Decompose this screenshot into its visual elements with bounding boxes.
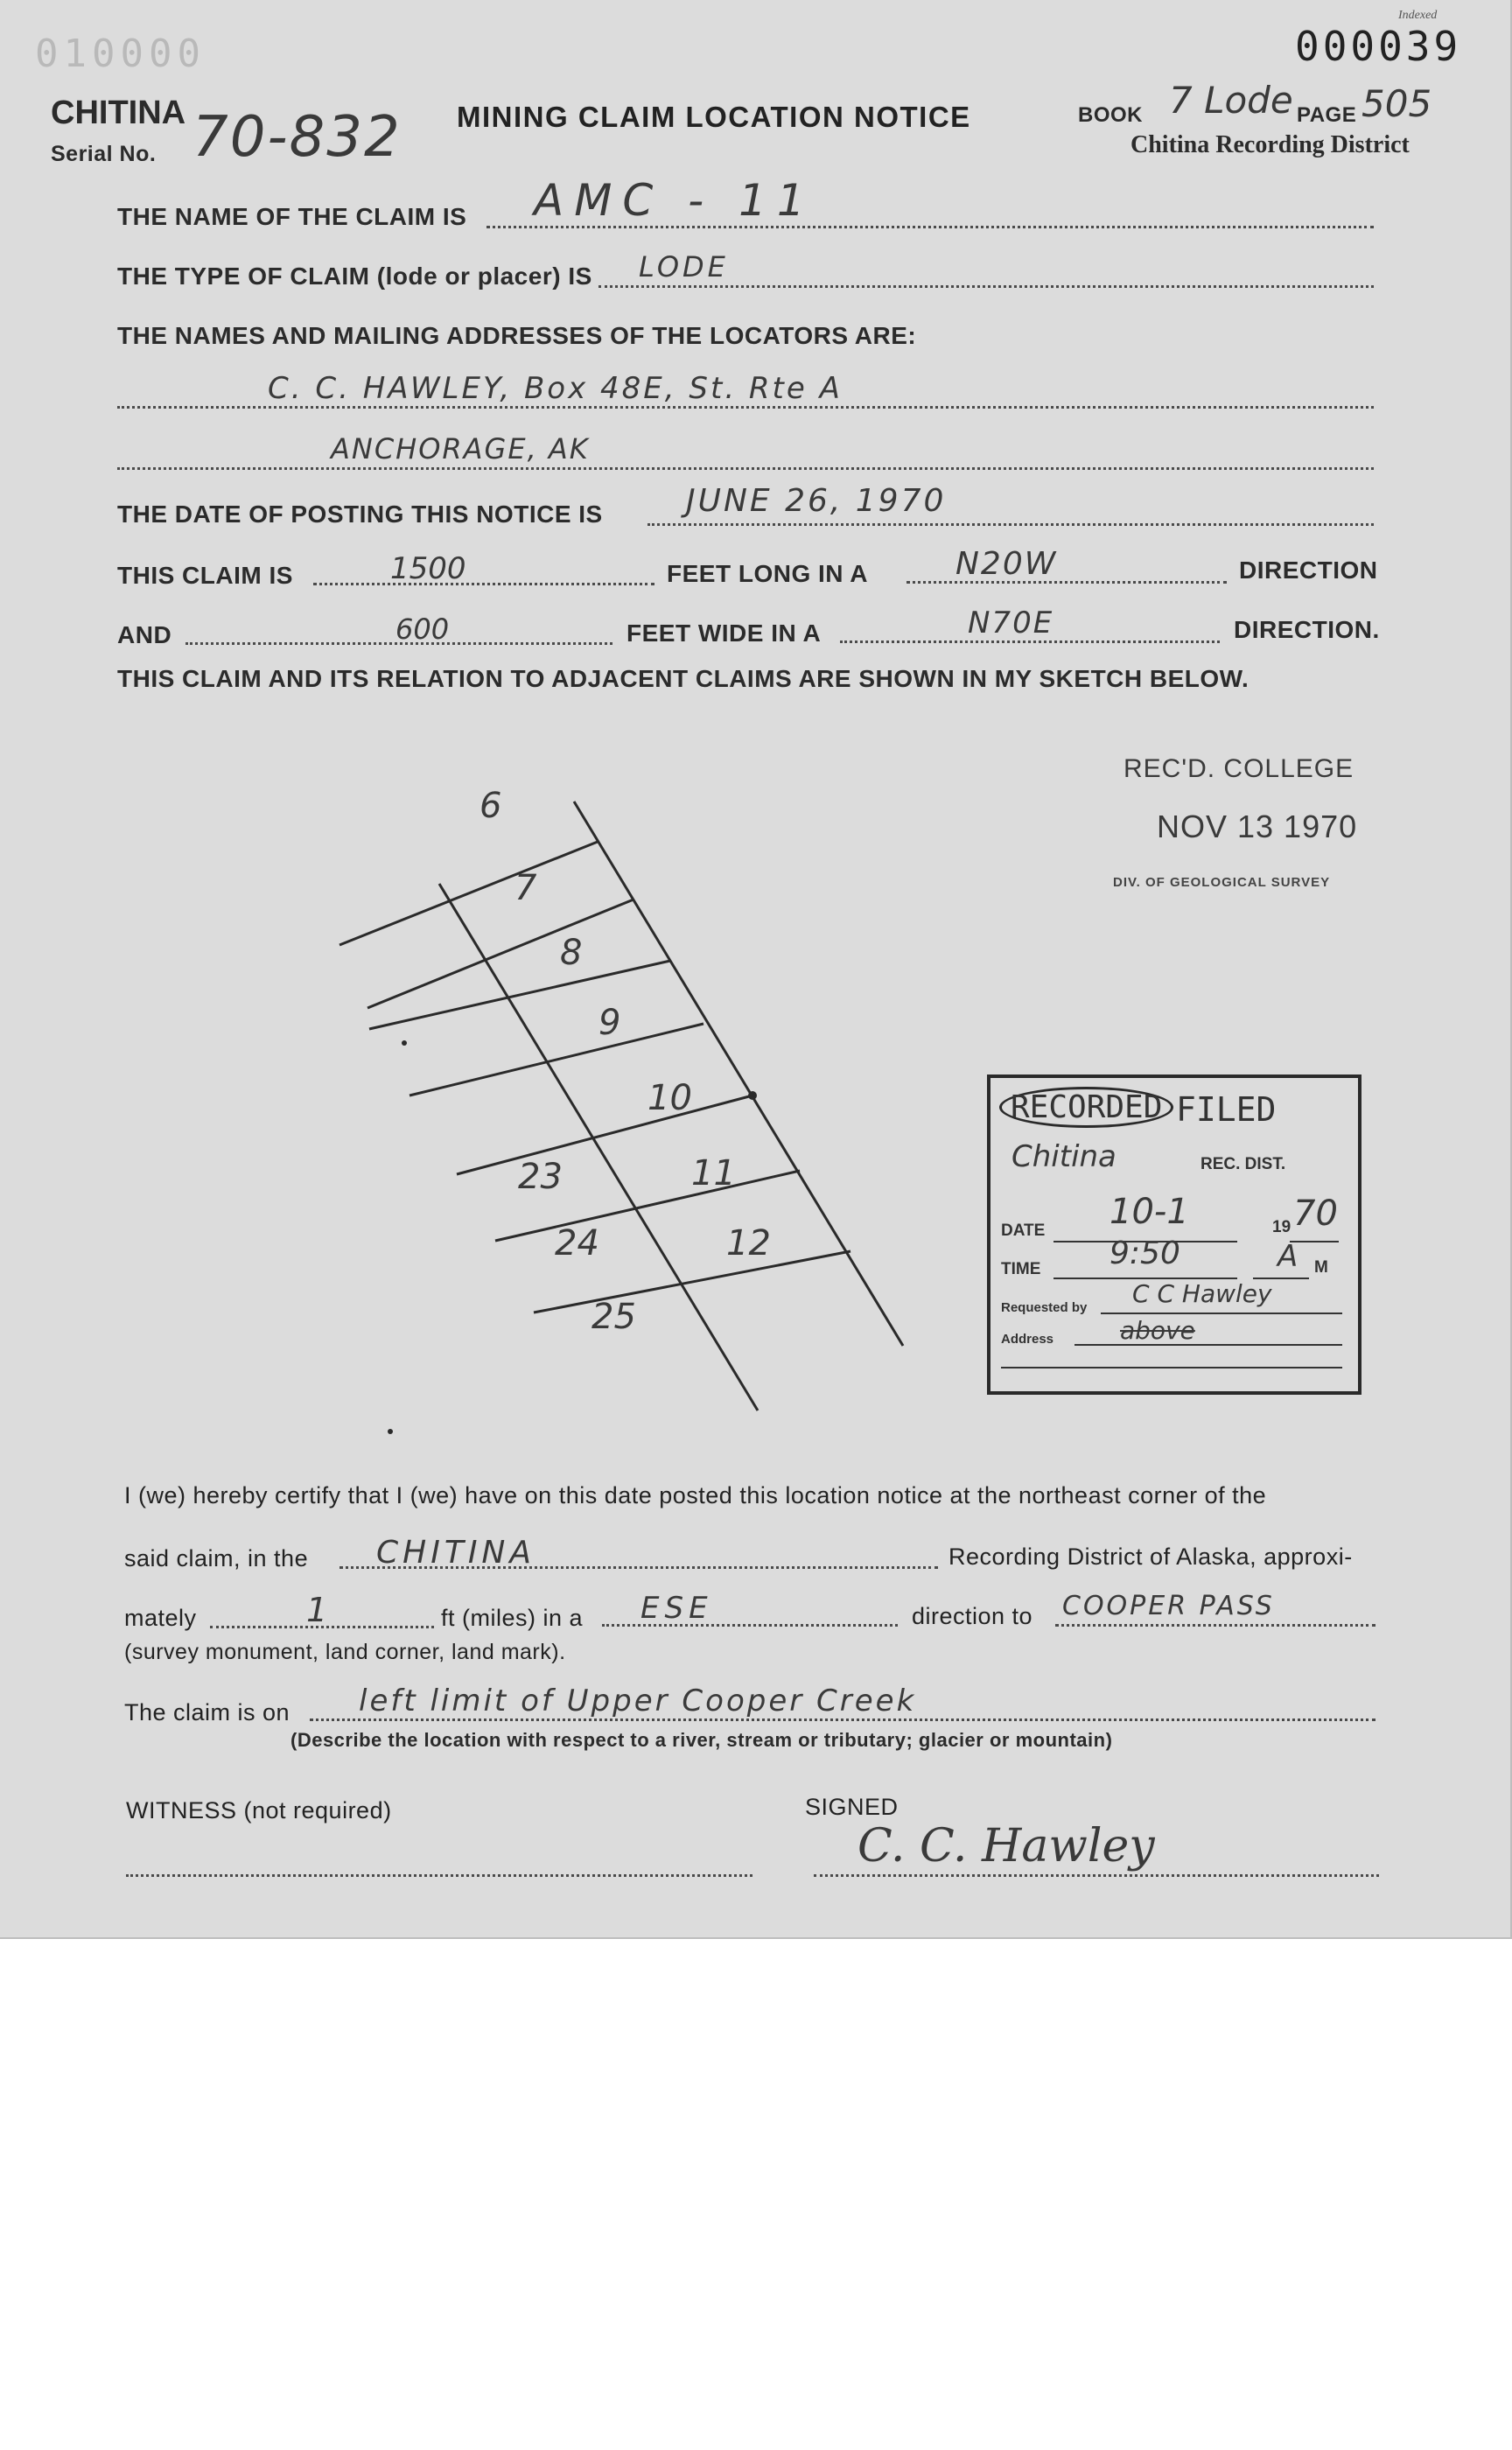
witness-label: WITNESS (not required) — [126, 1797, 392, 1824]
sketch-claim-12: 12 — [726, 1223, 771, 1264]
stamp-recorded: RECORDED — [999, 1087, 1173, 1128]
sketch-claim-9: 9 — [598, 1003, 621, 1043]
sketch-divider-7-8 — [368, 900, 634, 1008]
witness-line — [126, 1874, 752, 1877]
stamp-filed: FILED — [1176, 1090, 1277, 1129]
certify-mately-label: mately — [124, 1605, 197, 1631]
certify-landmark-value: COOPER PASS — [1062, 1591, 1275, 1621]
sketch-dot-2 — [388, 1429, 393, 1434]
sketch-claim-10: 10 — [648, 1078, 692, 1118]
locator-line-2: ANCHORAGE, AK — [331, 432, 590, 466]
sketch-claim-24: 24 — [555, 1223, 599, 1264]
length-value: 1500 — [390, 551, 466, 586]
stamp-address-line — [1074, 1344, 1342, 1346]
claim-name-label: THE NAME OF THE CLAIM IS — [117, 203, 467, 230]
signature: C. C. Hawley — [858, 1820, 1155, 1872]
stamp-address-label: Address — [1001, 1332, 1054, 1347]
serial-value: 70-832 — [192, 105, 402, 170]
stamp-time-value: 9:50 — [1110, 1236, 1180, 1271]
stamp-requested-label: Requested by — [1001, 1300, 1088, 1315]
recorded-filed-stamp — [987, 1074, 1362, 1395]
certify-distance-value: 1 — [306, 1591, 328, 1629]
certify-location-line — [310, 1718, 1376, 1721]
width-label: AND — [117, 621, 172, 648]
signature-line — [814, 1874, 1379, 1877]
claim-type-value: LODE — [639, 250, 729, 284]
sketch-edge-right — [574, 802, 903, 1346]
stamp-m-label: M — [1314, 1258, 1328, 1277]
width-direction: N70E — [968, 606, 1054, 640]
stamp-rec-dist-label: REC. DIST. — [1200, 1155, 1286, 1173]
stamp-date-value: 10-1 — [1110, 1192, 1189, 1232]
certify-landmark-line — [1055, 1624, 1376, 1627]
sketch-dot — [402, 1040, 407, 1046]
length-label: THIS CLAIM IS — [117, 562, 293, 589]
stamp-year-value: 70 — [1293, 1194, 1338, 1234]
certify-survey-caption: (survey monument, land corner, land mark). — [124, 1640, 566, 1664]
page-number-stamp: 000039 — [1295, 23, 1462, 70]
width-value: 600 — [396, 612, 450, 646]
page-label: PAGE — [1297, 103, 1357, 127]
posting-date-value: JUNE 26, 1970 — [686, 483, 947, 519]
stamp-address-value: above — [1120, 1316, 1195, 1345]
sketch-claim-11: 11 — [691, 1153, 736, 1194]
sketch-corner-marker — [748, 1091, 757, 1100]
sketch-claim-8: 8 — [560, 933, 583, 973]
stamp-requested-value: C C Hawley — [1132, 1279, 1272, 1308]
faded-serial: 010000 — [35, 32, 206, 76]
certify-location-value: left limit of Upper Cooper Creek — [359, 1684, 917, 1718]
length-direction: N20W — [956, 546, 1058, 582]
length-feet-label: FEET LONG IN A — [667, 560, 868, 587]
certify-district-value: CHITINA — [376, 1535, 536, 1571]
length-direction-label: DIRECTION — [1239, 556, 1378, 584]
certify-location-label: The claim is on — [124, 1699, 290, 1726]
certify-said-label: said claim, in the — [124, 1545, 309, 1572]
stamp-district-hand: Chitina — [1012, 1139, 1116, 1174]
certify-direction-label: direction to — [912, 1603, 1033, 1629]
stamp-time-label: TIME — [1001, 1260, 1041, 1278]
received-stamp-line-1: REC'D. COLLEGE — [1124, 754, 1354, 783]
certify-line-1: I (we) hereby certify that I (we) have on this date posted this location notice at the northeast corner of the — [124, 1482, 1267, 1508]
book-label: BOOK — [1078, 103, 1143, 127]
page-value: 505 — [1362, 82, 1432, 125]
stamp-requested-line — [1101, 1312, 1342, 1314]
certify-direction-value: ESE — [640, 1591, 713, 1626]
certify-location-caption: (Describe the location with respect to a river, stream or tributary; glacier or mountain) — [290, 1729, 1113, 1751]
locators-label: THE NAMES AND MAILING ADDRESSES OF THE LOCATORS ARE: — [117, 322, 917, 349]
serial-label: Serial No. — [51, 142, 157, 166]
stamp-year-prefix: 19 — [1272, 1218, 1292, 1236]
sketch-claim-7: 7 — [514, 868, 537, 908]
corner-note: Indexed — [1398, 9, 1438, 22]
claim-type-label: THE TYPE OF CLAIM (lode or placer) IS — [117, 262, 592, 290]
district-caption: Chitina Recording District — [1130, 131, 1410, 158]
form-title: MINING CLAIM LOCATION NOTICE — [457, 101, 971, 133]
stamp-am-value: A — [1278, 1239, 1298, 1274]
certify-district-suffix: Recording District of Alaska, approxi- — [948, 1544, 1353, 1570]
stamp-date-label: DATE — [1001, 1222, 1046, 1240]
posting-date-label: THE DATE OF POSTING THIS NOTICE IS — [117, 500, 603, 528]
width-direction-label: DIRECTION. — [1234, 616, 1380, 643]
signed-label: SIGNED — [805, 1794, 899, 1820]
district-print: CHITINA — [51, 94, 186, 131]
sketch-claim-25: 25 — [592, 1297, 636, 1337]
received-stamp-line-3: DIV. OF GEOLOGICAL SURVEY — [1113, 875, 1331, 890]
certify-units-label: ft (miles) in a — [441, 1605, 584, 1631]
sketch-label: THIS CLAIM AND ITS RELATION TO ADJACENT CLAIMS ARE SHOWN IN MY SKETCH BELOW. — [117, 665, 1250, 692]
locator-line-1: C. C. HAWLEY, Box 48E, St. Rte A — [268, 371, 843, 406]
width-feet-label: FEET WIDE IN A — [626, 620, 822, 647]
sketch-claim-23: 23 — [518, 1157, 563, 1197]
received-stamp-date: NOV 13 1970 — [1157, 808, 1358, 844]
claim-name-value: AMC - 11 — [534, 175, 816, 226]
stamp-extra-line — [1001, 1367, 1342, 1368]
book-value: 7 Lode — [1169, 79, 1293, 122]
sketch-claim-6: 6 — [480, 786, 502, 826]
